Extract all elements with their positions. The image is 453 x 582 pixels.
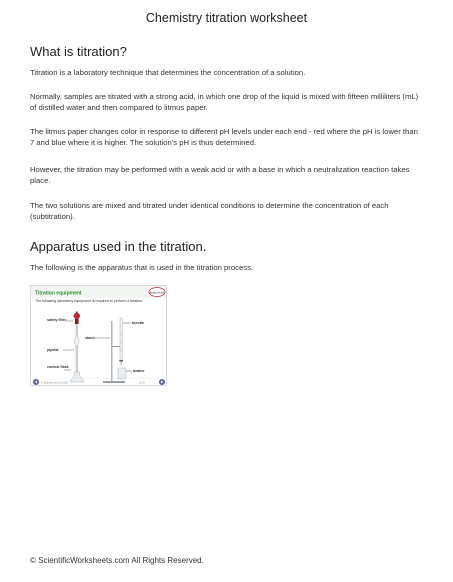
titration-equipment-figure [30,285,167,386]
label-pipette: pipette [47,348,59,352]
figure-badge: Board works [149,291,165,295]
burette-illustration [119,318,123,365]
paragraph-4: However, the titration may be performed with a weak acid or with a base in which a neutralization reaction takes place. [30,165,410,185]
paragraph-1: Titration is a laboratory technique that determines the concentration of a solution. [30,68,306,77]
next-arrow-icon [159,379,165,385]
page-title: Chemistry titration worksheet [145,11,308,25]
conical-flask-illustration [70,372,84,382]
label-beaker: beaker [133,369,145,373]
paragraph-2: Normally, samples are titrated with a strong acid, in which one drop of the liquid is mixed with fifteen milliliters (mL) of distilled water and then compared to litmus paper. [30,92,419,112]
section-heading-apparatus: Apparatus used in the titration. [30,239,207,254]
label-stand: stand [85,336,95,340]
figure-footer-left: © Boardworks Ltd 2007 [41,381,69,385]
figure-caption: The following laboratory equipment is required to perform a titration: [35,299,143,303]
figure-slide-title: Titration equipment [35,290,82,297]
copyright-footer: © ScientificWorksheets.com All Rights Reserved. [30,556,204,565]
boardworks-badge-icon [149,288,165,297]
prev-arrow-icon [33,379,39,385]
label-safety-filler: safety filler [47,318,66,322]
figure-footer-right: of 16 [139,381,145,385]
apparatus-intro: The following is the apparatus that is used in the titration process. [30,263,254,272]
label-burette: burette [132,321,145,325]
beaker-illustration [118,368,126,379]
paragraph-3: The litmus paper changes color in response to different pH levels under each end - red where the pH is lower than 7 and blue where it is higher. The solution's pH is thus determined. [30,127,418,147]
label-conical-flask: conical flask [47,365,69,369]
pipette-illustration [75,319,79,378]
section-heading-what-is-titration: What is titration? [30,44,127,59]
paragraph-5: The two solutions are mixed and titrated under identical conditions to determine the concentration of each (subtitration). [30,201,389,221]
